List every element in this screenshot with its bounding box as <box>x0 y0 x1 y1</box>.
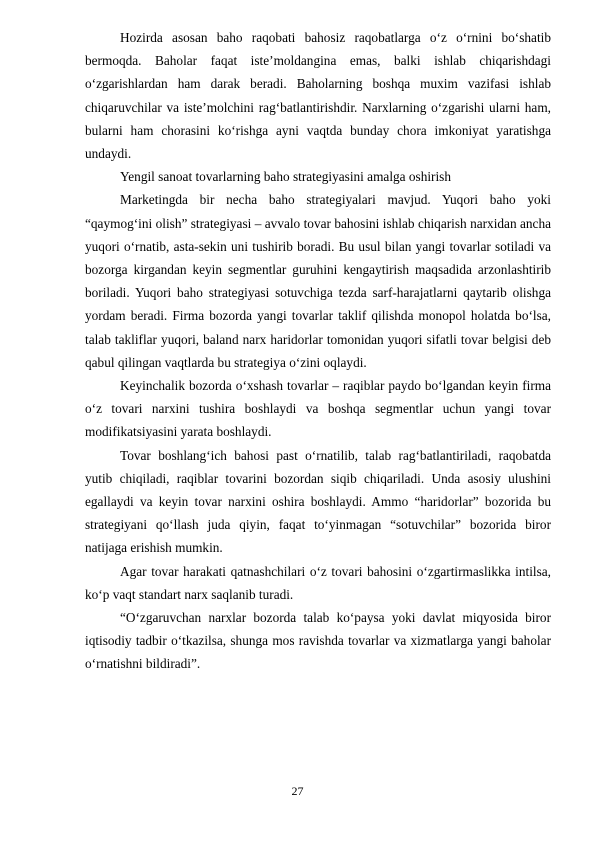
paragraph-4: Tovar boshlang‘ich bahosi past o‘rnatilib, talab rag‘batlantiriladi, raqobatda yutib chiqiladi, raqiblar tovarini bozordan siqib chiqariladi. Unda asosiy ulushini egallaydi va keyin tovar narxini oshira boshlaydi. Ammo “haridorlar” bozorida bu strategiyani qo‘llash juda qiyin, faqat to‘yinmagan “sotuvchilar” bozorida biror natijaga erishish mumkin. <box>85 447 551 556</box>
paragraph-6: “O‘zgaruvchan narxlar bozorda talab ko‘paysa yoki davlat miqyosida biror iqtisodiy tadbir o‘tkazilsa, shunga mos ravishda tovarlar va xizmatlarga yangi baholar o‘rnatishni bildiradi”. <box>85 610 551 672</box>
paragraph-5: Agar tovar harakati qatnashchilari o‘z tovari bahosini o‘zgartirmaslikka intilsa, ko‘p vaqt standart narx saqlanib turadi. <box>85 563 551 602</box>
paragraph-1: Hozirda asosan baho raqobati bahosiz raqobatlarga o‘z o‘rnini bo‘shatib bermoqda. Baholar faqat iste’moldangina emas, balki ishlab chiqarishdagi o‘zgarishlardan ham darak beradi. Baholarning boshqa muxim vazifasi ishlab chiqaruvchilar va iste’molchini rag‘batlantirishdir. Narxlarning o‘zgarishi ularni ham, bularni ham chorasini ko‘rishga ayni vaqtda bunday chora imkoniyat yaratishga undaydi. <box>85 30 551 162</box>
document-body <box>85 26 551 676</box>
page-number: 27 <box>291 784 304 798</box>
paragraph-3: Keyinchalik bozorda o‘xshash tovarlar – raqiblar paydo bo‘lgandan keyin firma o‘z tovari narxini tushira boshlaydi va boshqa segmentlar uchun yangi tovar modifikatsiyasini yarata boshlaydi. <box>85 378 551 440</box>
section-heading: Yengil sanoat tovarlarning baho strategiyasini amalga oshirish <box>120 169 452 185</box>
paragraph-2: Marketingda bir necha baho strategiyalari mavjud. Yuqori baho yoki “qaymog‘ini olish” strategiyasi – avvalo tovar bahosini ishlab chiqarish narxidan ancha yuqori o‘rnatib, asta-sekin uni tushirib boradi. Bu usul bilan yangi tovarlar sotiladi va bozorga kirgandan keyin segmentlar guruhini kengaytirish maqsadida arzonlashtirib boriladi. Yuqori baho strategiyasi sotuvchiga tezda sarf-harajatlarni qaytarib olishga yordam beradi. Firma bozorda yangi tovarlar taklif qilishda monopol holatda bo‘lsa, talab takliflar yuqori, baland narx haridorlar tomonidan yuqori sifatli tovar belgisi deb qabul qilingan vaqtlarda bu strategiya o‘zini oqlaydi. <box>85 192 551 370</box>
